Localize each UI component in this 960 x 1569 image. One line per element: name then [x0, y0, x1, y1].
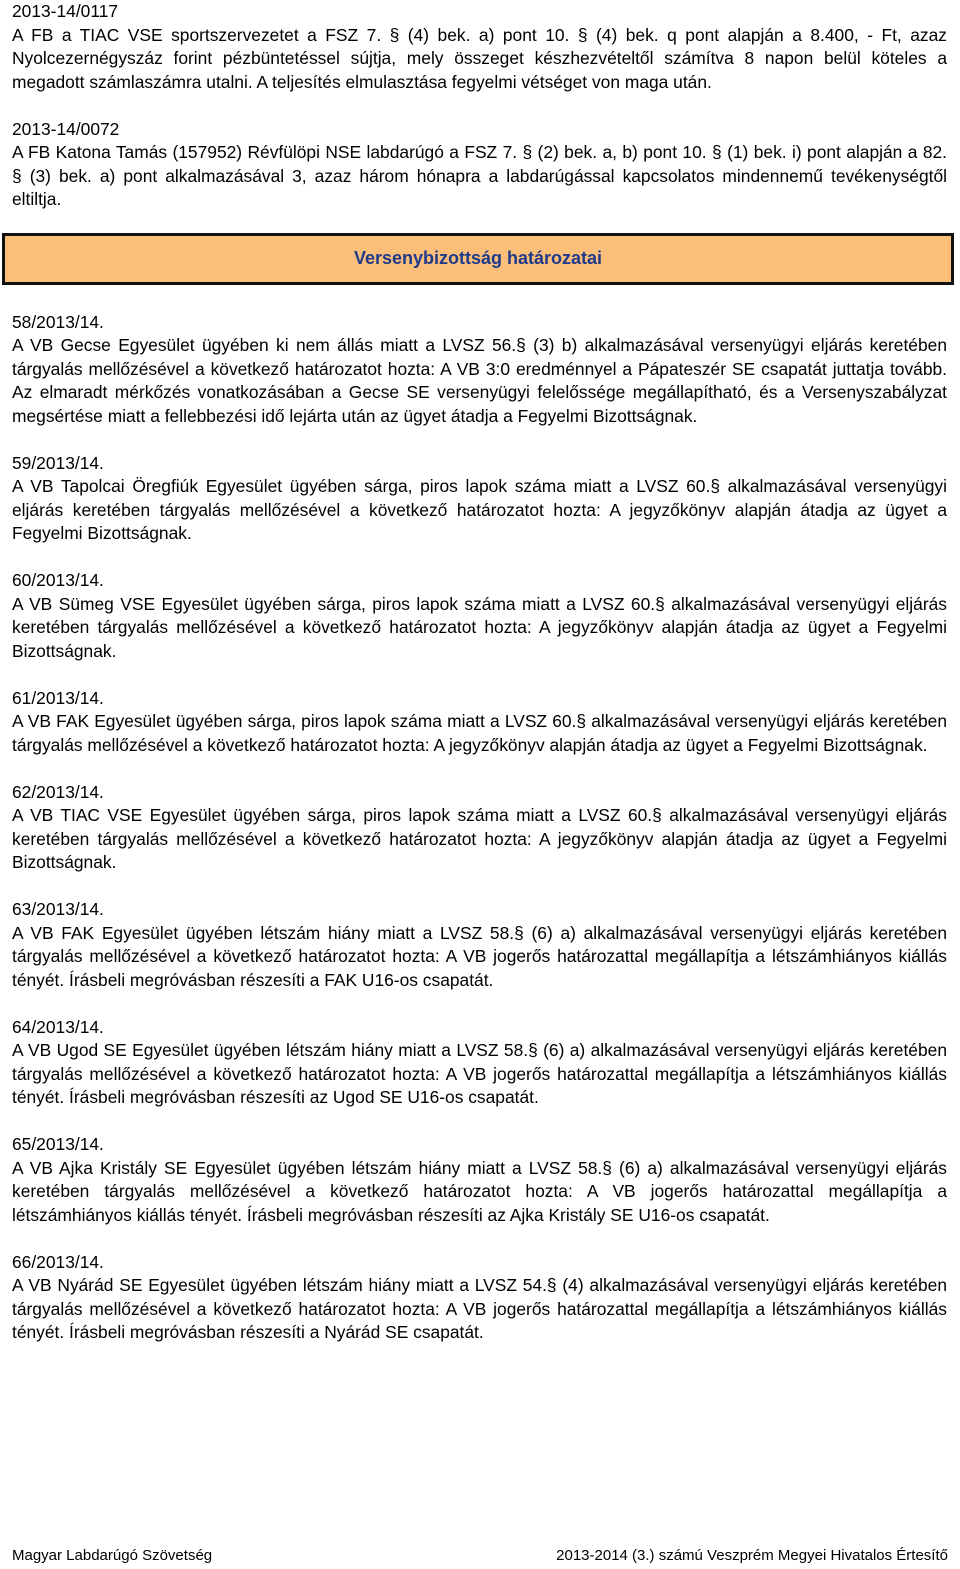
- decision-text: A VB Tapolcai Öregfiúk Egyesület ügyében sárga, piros lapok száma miatt a LVSZ 60.§ alkalmazásával versenyügyi eljárás keretében tárgyalás mellőzésével a következő határozatot hozta: A jegyzőkönyv alapján átadja az ügyet a Fegyelmi Bizottságnak.: [12, 476, 947, 543]
- section-banner: [2, 233, 954, 285]
- decision-number: 65/2013/14.: [12, 1134, 104, 1154]
- decision-entry: [12, 687, 947, 758]
- decision-entry: [12, 1016, 947, 1110]
- decision-entry: [12, 0, 947, 94]
- decision-number: 61/2013/14.: [12, 687, 104, 708]
- decision-number: 59/2013/14.: [12, 452, 104, 473]
- decision-text: A VB Gecse Egyesület ügyében ki nem állás miatt a LVSZ 56.§ (3) b) alkalmazásával versenyügyi eljárás keretében tárgyalás mellőzésével a következő határozatot hozta: A VB 3:0 eredménnyel a Pápateszér SE csapatát juttatja tovább. Az elmaradt mérkőzés vonatkozásában a Gecse SE versenyügyi felelőssége megállapítható, és a Versenyszabályzat megsértése miatt a fellebbezési idő lejárta után az ügyet átadja a Fegyelmi Bizottságnak.: [12, 335, 947, 426]
- footer-publication: 2013-2014 (3.) számú Veszprém Megyei Hivatalos Értesítő: [556, 1547, 948, 1564]
- decision-number: 2013-14/0072: [12, 118, 120, 139]
- decision-number: 62/2013/14.: [12, 781, 104, 802]
- footer-publisher: Magyar Labdarúgó Szövetség: [12, 1547, 213, 1564]
- page-footer: [12, 1546, 948, 1566]
- decision-text: A VB Nyárád SE Egyesület ügyében létszám hiány miatt a LVSZ 54.§ (4) alkalmazásával versenyügyi eljárás keretében tárgyalás mellőzésével a következő határozatot hozta: A VB jogerős határozattal megállapítja a létszámhiányos kiállás tényét. Írásbeli megróvásban részesíti a Nyárád SE csapatát.: [12, 1275, 947, 1342]
- decision-number: 60/2013/14.: [12, 570, 104, 590]
- decision-entry: [12, 1251, 947, 1345]
- decision-entry: [12, 452, 947, 546]
- decision-text: A VB TIAC VSE Egyesület ügyében sárga, piros lapok száma miatt a LVSZ 60.§ alkalmazásával versenyügyi eljárás keretében tárgyalás mellőzésével a következő határozatot hozta: A jegyzőkönyv alapján átadja az ügyet a Fegyelmi Bizottságnak.: [12, 805, 947, 872]
- decision-entry: [12, 781, 947, 875]
- decision-number: 64/2013/14.: [12, 1016, 104, 1037]
- decision-entry: [12, 1133, 947, 1227]
- decision-text: A VB Ugod SE Egyesület ügyében létszám hiány miatt a LVSZ 58.§ (6) a) alkalmazásával versenyügyi eljárás keretében tárgyalás mellőzésével a következő határozatot hozta: A VB jogerős határozattal megállapítja a létszámhiányos kiállás tényét. Írásbeli megróvásban részesíti az Ugod SE U16-os csapatát.: [12, 1040, 947, 1107]
- decision-text: A VB FAK Egyesület ügyében létszám hiány miatt a LVSZ 58.§ (6) a) alkalmazásával versenyügyi eljárás keretében tárgyalás mellőzésével a következő határozatot hozta: A VB jogerős határozattal megállapítja a létszámhiányos kiállás tényét. Írásbeli megróvásban részesíti a FAK U16-os csapatát.: [12, 922, 947, 990]
- decision-entry: [12, 311, 947, 429]
- decision-text: A FB Katona Tamás (157952) Révfülöpi NSE labdarúgó a FSZ 7. § (2) bek. a, b) pont 10. § (1) bek. i) pont alapján a 82. § (3) bek. a) pont alkalmazásával 3, azaz három hónapra a labdarúgással kapcsolatos mindennemű tevékenységtől eltiltja.: [12, 142, 947, 209]
- decision-entry: [12, 118, 947, 212]
- document-page: [12, 0, 947, 1345]
- decision-number: 2013-14/0117: [12, 1, 119, 21]
- decision-number: 66/2013/14.: [12, 1251, 104, 1272]
- decision-text: A VB Ajka Kristály SE Egyesület ügyében létszám hiány miatt a LVSZ 58.§ (6) a) alkalmazásával versenyügyi eljárás keretében tárgyalás mellőzésével a következő határozatot hozta: A VB jogerős határozattal megállapítja a létszámhiányos kiállás tényét. Írásbeli megróvásban részesíti az Ajka Kristály SE U16-os csapatát.: [12, 1157, 947, 1225]
- decision-text: A VB Sümeg VSE Egyesület ügyében sárga, piros lapok száma miatt a LVSZ 60.§ alkalmazásával versenyügyi eljárás keretében tárgyalás mellőzésével a következő határozatot hozta: A jegyzőkönyv alapján átadja az ügyet a Fegyelmi Bizottságnak.: [12, 593, 947, 661]
- decision-entry: [12, 898, 947, 992]
- decision-entry: [12, 569, 947, 663]
- decision-number: 58/2013/14.: [12, 311, 104, 332]
- section-title: Versenybizottság határozatai: [353, 247, 603, 268]
- decision-text: A VB FAK Egyesület ügyében sárga, piros lapok száma miatt a LVSZ 60.§ alkalmazásával versenyügyi eljárás keretében tárgyalás mellőzésével a következő határozatot hozta: A jegyzőkönyv alapján átadja az ügyet a Fegyelmi Bizottságnak.: [12, 711, 947, 755]
- decision-number: 63/2013/14.: [12, 899, 104, 919]
- decision-text: A FB a TIAC VSE sportszervezetet a FSZ 7. § (4) bek. a) pont 10. § (4) bek. q pont alapján a 8.400, - Ft, azaz Nyolcezernégyszáz forint pézbüntetéssel sújtja, mely összeget készhezvételtől számítva 8 napon belül köteles a megadott számlaszámra utalni. A teljesítés elmulasztása fegyelmi vétséget von maga után.: [12, 24, 947, 92]
